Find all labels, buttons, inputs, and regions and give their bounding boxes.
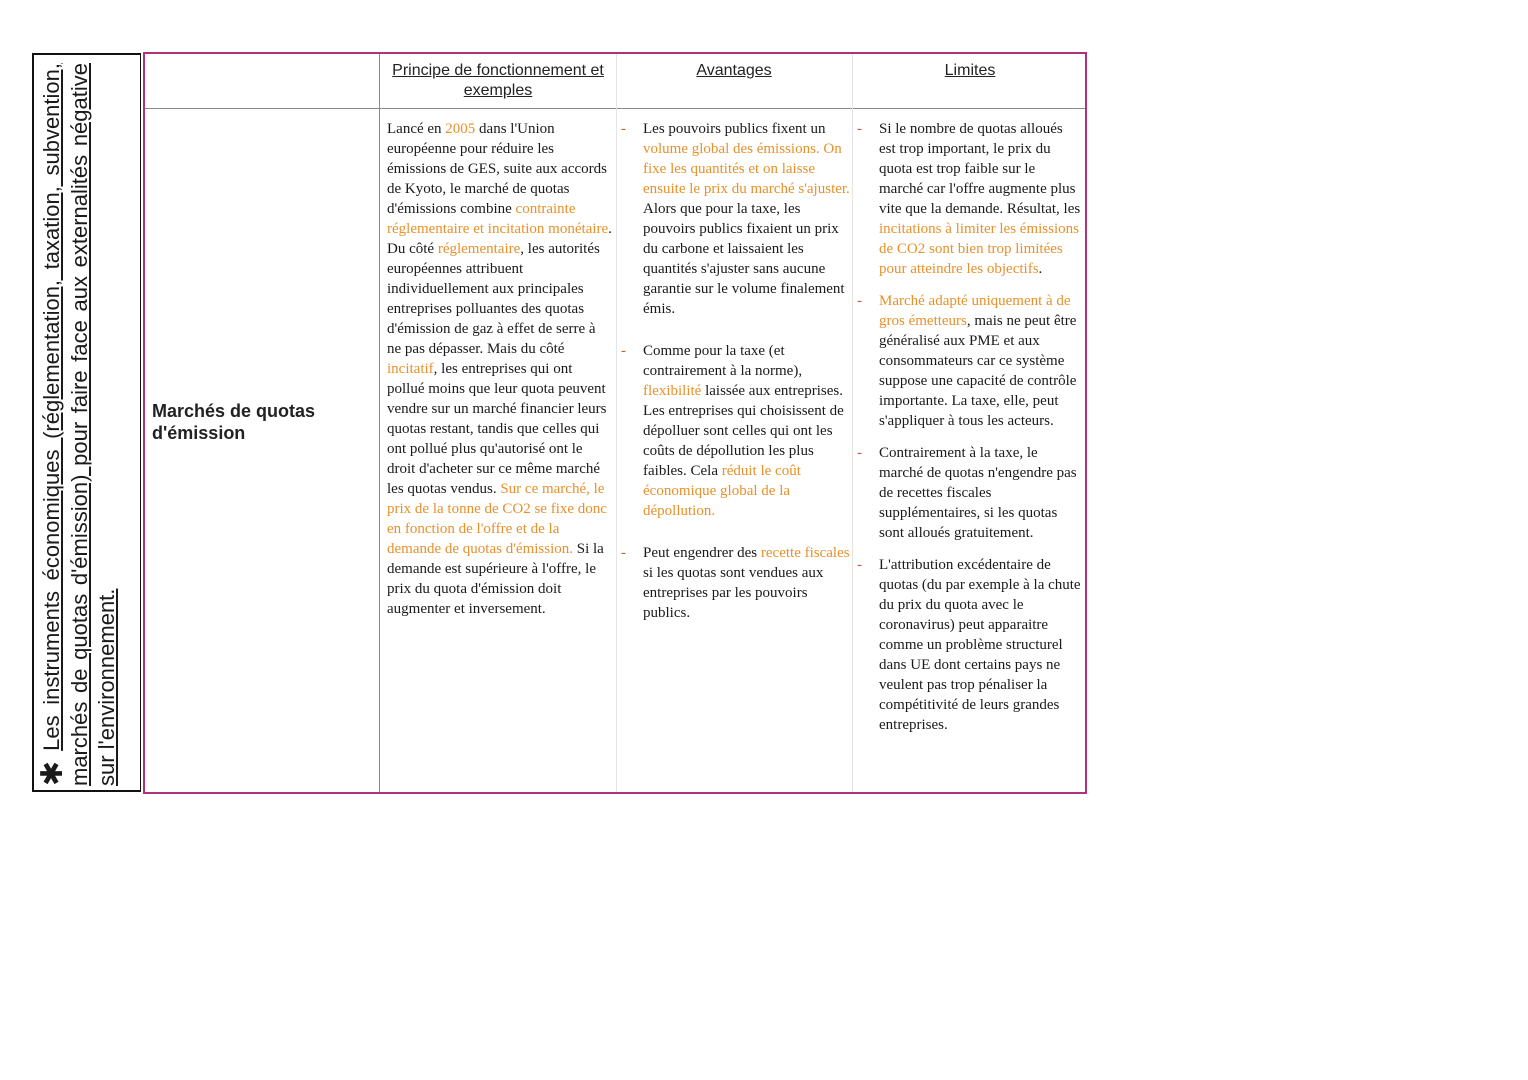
list-item: - Si le nombre de quotas alloués est trop important, le prix du quota est trop faible sur le marché car l'offre augmente plus vite que la demande. Résultat, les incitations à limiter les émissions de CO2 sont bien trop limitées pour atteindre les objectifs. — [855, 119, 1083, 279]
list-item: - Contrairement à la taxe, le marché de quotas n'engendre pas de recettes fiscales supplémentaires, si les quotas sont alloués gratuitement. — [855, 443, 1083, 543]
asterisk-icon: ✱ — [36, 760, 69, 786]
list-item: - Marché adapté uniquement à de gros émetteurs, mais ne peut être généralisé aux PME et aux consommateurs car ce système suppose une capacité de contrôle importante. La taxe, elle, peut s'appliquer à tous les acteurs. — [855, 291, 1083, 431]
comparison-table — [143, 52, 1087, 794]
limits-cell — [855, 119, 1083, 747]
list-item: - Peut engendrer des recette fiscales si les quotas sont vendues aux entreprises par les pouvoirs publics. — [619, 543, 851, 623]
row-label: Marchés de quotas d'émission — [152, 401, 316, 443]
list-item: - Comme pour la taxe (et contrairement à la norme), flexibilité laissée aux entreprises. Les entreprises qui choisissent de dépolluer sont celles qui ont les coûts de dépollution les plus faibles. Cela réduit le coût économique global de la dépollution. — [619, 341, 851, 521]
column-divider-3 — [852, 54, 853, 792]
header-advantages: Avantages — [696, 62, 772, 79]
side-title-text: Les instruments économiques (réglementation, taxation, subvention, marchés de quotas d'émission) pour faire face aux externalités négative sur l'environnement. — [39, 63, 119, 786]
side-title — [34, 55, 139, 790]
side-title-box — [32, 53, 141, 792]
list-item: - L'attribution excédentaire de quotas (du par exemple à la chute du prix du quota avec le coronavirus) peut apparaitre comme un problème structurel dans UE dont certains pays ne veulent pas trop pénaliser la compétitivité de leurs grandes entreprises. — [855, 555, 1083, 735]
column-divider-2 — [616, 54, 617, 792]
list-item: - Les pouvoirs publics fixent un volume global des émissions. On fixe les quantités et on laisse ensuite le prix du marché s'ajuster. Alors que pour la taxe, les pouvoirs publics fixaient un prix du carbone et laissaient les quantités s'ajuster sans aucune garantie sur le volume finalement émis. — [619, 119, 851, 319]
advantages-cell — [619, 119, 851, 635]
column-divider-1 — [379, 54, 380, 792]
principle-cell: Lancé en 2005 dans l'Union européenne pour réduire les émissions de GES, suite aux accords de Kyoto, le marché de quotas d'émissions combine contrainte réglementaire et incitation monétaire. Du côté réglementaire, les autorités européennes attribuent individuellement aux principales entreprises polluantes des quotas d'émission de gaz à effet de serre à ne pas dépasser. Mais du côté incitatif, les entreprises qui ont pollué moins que leur quota peuvent vendre sur un marché financier leurs quotas restant, tandis que celles qui ont pollué plus qu'autorisé ont le droit d'acheter sur ce même marché les quotas vendus. Sur ce marché, le prix de la tonne de CO2 se fixe donc en fonction de l'offre et de la demande de quotas d'émission. Si la demande est supérieure à l'offre, le prix du quota d'émission doit augmenter et inversement. — [387, 121, 612, 617]
header-divider — [145, 108, 1085, 109]
header-principle: Principe de fonctionnement et exemples — [392, 62, 604, 99]
header-limits: Limites — [944, 62, 996, 79]
